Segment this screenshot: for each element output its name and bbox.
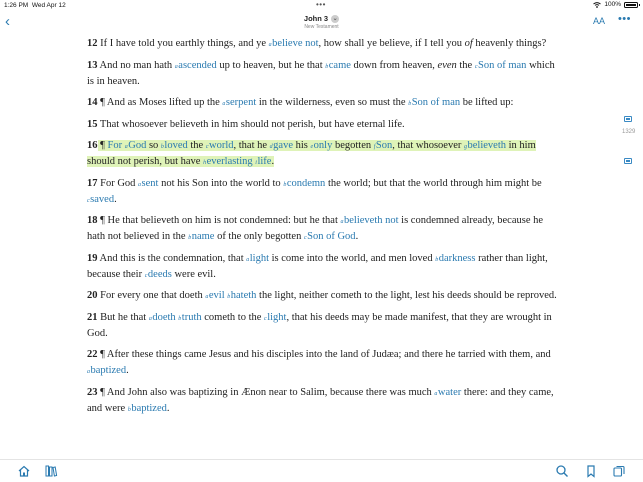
cross-reference-link[interactable]: water <box>437 386 462 398</box>
footnote-marker[interactable]: b <box>283 181 287 188</box>
cross-reference-link[interactable]: God <box>128 140 147 151</box>
verse[interactable] <box>87 213 557 245</box>
cross-reference-link[interactable]: believeth <box>467 140 506 151</box>
text-run: the <box>187 140 206 151</box>
footnote-marker[interactable]: b <box>127 406 131 413</box>
footnote-marker[interactable]: e <box>310 144 314 150</box>
footnote-marker[interactable]: b <box>188 235 192 241</box>
cross-reference-link[interactable]: doeth <box>152 311 176 323</box>
windows-icon[interactable] <box>612 464 626 478</box>
footnote-marker[interactable]: a <box>124 144 128 150</box>
footnote-marker[interactable]: h <box>203 160 207 166</box>
status-bar <box>0 0 643 10</box>
verse-number: 19 <box>87 252 98 264</box>
verse-text <box>98 290 557 301</box>
verse-number: 14 <box>87 97 98 108</box>
wifi-icon <box>593 2 601 8</box>
verse[interactable] <box>87 117 557 133</box>
verse-number: 18 <box>87 215 98 226</box>
cross-reference-link[interactable]: For <box>107 140 123 151</box>
text-run: the light, neither cometh to the light, lest his deeds should be reproved. <box>256 290 557 301</box>
footnote-marker[interactable]: c <box>474 63 478 70</box>
status-time: 1:26 PM Wed Apr 12 <box>4 2 66 9</box>
verse[interactable] <box>87 138 557 170</box>
nav-bar <box>0 10 643 34</box>
cross-reference-link[interactable]: name <box>191 231 215 242</box>
footnote-marker[interactable]: b <box>408 101 412 107</box>
side-reference-number: 1329 <box>622 129 636 135</box>
verse-number: 20 <box>87 290 98 301</box>
italic-text: of <box>464 38 473 49</box>
text-run: in him should not perish, but have <box>87 140 536 167</box>
text-run: , that whosoever <box>392 140 464 151</box>
chevron-down-icon: ⌄ <box>332 16 338 23</box>
cross-reference-link[interactable]: truth <box>181 311 202 323</box>
verse-text <box>87 140 536 167</box>
cross-reference-link[interactable]: only <box>313 140 333 151</box>
text-run: of the only begotten <box>214 231 304 242</box>
footnote-marker[interactable]: a <box>174 63 178 70</box>
text-run: . <box>355 231 359 242</box>
cross-reference-link[interactable]: Son of God <box>307 231 356 242</box>
text-run: ¶ After these things came Jesus and his disciples into the land of Judæa; and there he tarried with them, and <box>97 349 551 360</box>
text-run: which is in heaven. <box>87 59 555 87</box>
text-run: so <box>146 140 161 151</box>
text-run: . <box>126 365 129 376</box>
footnote-marker[interactable]: c <box>303 235 307 241</box>
text-run: be lifted up: <box>460 97 514 108</box>
text-run: down from heaven, <box>350 59 438 71</box>
footnote-marker[interactable]: b <box>227 294 231 300</box>
image-marker-icon[interactable] <box>624 158 632 164</box>
cross-reference-link[interactable]: hateth <box>230 290 257 301</box>
search-icon[interactable] <box>555 464 569 478</box>
cross-reference-link[interactable]: baptized <box>131 402 167 414</box>
verse[interactable] <box>87 176 557 208</box>
verse[interactable] <box>87 347 557 379</box>
italic-text: even <box>437 59 457 71</box>
multitasking-dots-icon[interactable]: ••• <box>316 0 326 9</box>
footnote-marker[interactable]: g <box>464 144 467 150</box>
font-size-label: AA <box>592 16 605 26</box>
cross-reference-link[interactable]: Son of man <box>478 59 527 71</box>
text-run: , that his deeds may be made manifest, that they are wrought in God. <box>87 311 552 339</box>
verse-text <box>87 312 552 339</box>
text-run: And no man hath <box>97 59 175 71</box>
cross-reference-link[interactable]: deeds <box>147 268 172 280</box>
home-icon[interactable] <box>17 464 31 478</box>
text-run: . <box>114 193 117 205</box>
text-run: If I have told you earthly things, and ye <box>97 38 269 49</box>
verse-text <box>87 215 543 242</box>
footnote-marker[interactable]: f <box>373 144 376 150</box>
verse[interactable] <box>87 288 557 304</box>
chapter-title-button[interactable] <box>0 14 643 23</box>
cross-reference-link[interactable]: darkness <box>438 252 476 264</box>
text-run: not his Son into the world to <box>158 177 284 189</box>
cross-reference-link[interactable]: sent <box>141 177 159 189</box>
footnote-marker[interactable]: a <box>268 42 272 48</box>
footnote-marker[interactable]: b <box>435 256 439 263</box>
chapter-text <box>87 36 557 422</box>
text-run: . <box>166 402 170 414</box>
battery-icon <box>624 2 638 8</box>
cross-reference-link[interactable]: life <box>257 156 272 167</box>
verse-text <box>98 97 514 108</box>
verse-number: 12 <box>87 38 98 49</box>
cross-reference-link[interactable]: saved <box>90 193 115 205</box>
cross-reference-link[interactable]: believe not <box>272 38 319 49</box>
text-run: For every one that doeth <box>97 290 206 301</box>
footnote-marker[interactable]: d <box>269 144 273 150</box>
verse[interactable] <box>87 36 557 52</box>
verse-number: 21 <box>87 311 98 323</box>
verse-text <box>98 119 405 130</box>
text-run: cometh to the <box>201 311 265 323</box>
text-run: ¶ <box>97 140 108 151</box>
cross-reference-link[interactable]: world <box>209 140 234 151</box>
cross-reference-link[interactable]: believeth not <box>344 215 399 226</box>
text-run: the <box>456 59 475 71</box>
back-chevron-icon[interactable]: ‹ <box>5 13 10 30</box>
more-options-icon[interactable]: ••• <box>617 13 631 25</box>
cross-reference-link[interactable]: everlasting <box>206 156 253 167</box>
cross-reference-link[interactable]: baptized <box>90 365 127 376</box>
cross-reference-link[interactable]: serpent <box>225 97 257 108</box>
cross-reference-link[interactable]: Son of man <box>411 97 461 108</box>
verse-number: 23 <box>87 386 98 398</box>
bottom-toolbar <box>0 459 643 482</box>
verse-text <box>87 349 551 376</box>
bookmark-icon[interactable] <box>584 464 598 478</box>
footnote-marker[interactable]: a <box>148 315 152 322</box>
library-icon[interactable] <box>44 464 58 478</box>
text-run: heavenly things? <box>472 38 547 49</box>
footnote-marker[interactable]: a <box>205 294 209 300</box>
image-marker-icon[interactable] <box>624 116 632 122</box>
text-run: , that he <box>233 140 270 151</box>
verse-text <box>98 38 547 49</box>
verse-text <box>87 60 555 87</box>
footnote-marker[interactable]: a <box>87 369 90 375</box>
text-run: his <box>292 140 311 151</box>
text-run: ¶ And as Moses lifted up the <box>97 97 223 108</box>
text-run: ¶ And John also was baptizing in Ænon near to Salim, because there was much <box>97 386 435 398</box>
cross-reference-link[interactable]: light <box>267 311 287 323</box>
footnote-marker[interactable]: c <box>87 197 90 204</box>
footnote-marker[interactable]: b <box>178 315 182 322</box>
text-run: . <box>271 156 275 167</box>
text-run: begotten <box>332 140 374 151</box>
text-run: ¶ He that believeth on him is not condemned: but he that <box>97 215 341 226</box>
footnote-marker[interactable]: a <box>246 256 250 263</box>
testament-subtitle: New Testament <box>304 24 339 30</box>
footnote-marker[interactable]: b <box>325 63 329 70</box>
footnote-marker[interactable]: c <box>264 315 267 322</box>
verse-number: 13 <box>87 59 98 71</box>
text-run: the world; but that the world through him might be <box>325 177 542 189</box>
cross-reference-link[interactable]: light <box>249 252 269 264</box>
verse-number: 17 <box>87 177 98 189</box>
text-run: up to heaven, but he that <box>216 59 326 71</box>
status-indicators <box>593 1 638 8</box>
text-run: And this is the condemnation, that <box>97 252 247 264</box>
text-run: That whosoever believeth in him should not perish, but have eternal life. <box>97 118 405 130</box>
text-run: , how shall ye believe, if I tell you <box>318 38 465 49</box>
cross-reference-link[interactable]: evil <box>208 290 225 301</box>
footnote-marker[interactable]: b <box>160 144 164 150</box>
text-run: is condemned already, because he hath not believed in the <box>87 215 544 242</box>
text-run: For God <box>97 177 139 189</box>
verse-text <box>87 253 548 280</box>
verse-number: 22 <box>87 349 98 360</box>
cross-reference-link[interactable]: Son <box>375 140 393 151</box>
footnote-marker[interactable]: a <box>138 181 142 188</box>
cross-reference-link[interactable]: ascended <box>178 59 217 71</box>
cross-reference-link[interactable]: condemn <box>286 177 326 189</box>
cross-reference-link[interactable]: gave <box>273 140 293 151</box>
footnote-marker[interactable]: c <box>144 272 148 279</box>
footnote-marker[interactable]: a <box>340 219 344 225</box>
footnote-marker[interactable]: a <box>222 101 226 107</box>
battery-percent: 100% <box>604 1 621 8</box>
footnote-marker[interactable]: a <box>434 390 438 397</box>
text-run: were evil. <box>171 268 216 280</box>
verse-number: 16 <box>87 140 98 151</box>
cross-reference-link[interactable]: loved <box>164 140 188 151</box>
verse[interactable] <box>87 310 557 342</box>
chapter-title: John 3 <box>303 14 329 23</box>
font-size-button[interactable] <box>593 16 605 26</box>
text-run: is come into the world, and men loved <box>269 252 436 264</box>
verse[interactable] <box>87 251 557 283</box>
text-run: rather than light, because their <box>87 252 548 280</box>
text-run: in the wilderness, even so must the <box>256 97 409 108</box>
verse-text <box>87 178 542 205</box>
verse-number: 15 <box>87 118 98 130</box>
footnote-marker[interactable]: c <box>205 144 209 150</box>
verse[interactable] <box>87 385 557 417</box>
verse[interactable] <box>87 58 557 90</box>
verse[interactable] <box>87 95 557 111</box>
verse-text <box>87 387 554 414</box>
cross-reference-link[interactable]: came <box>328 59 351 71</box>
text-run: there: and they came, and were <box>87 386 554 414</box>
text-run: But he that <box>97 311 149 323</box>
footnote-marker[interactable]: i <box>255 160 257 166</box>
